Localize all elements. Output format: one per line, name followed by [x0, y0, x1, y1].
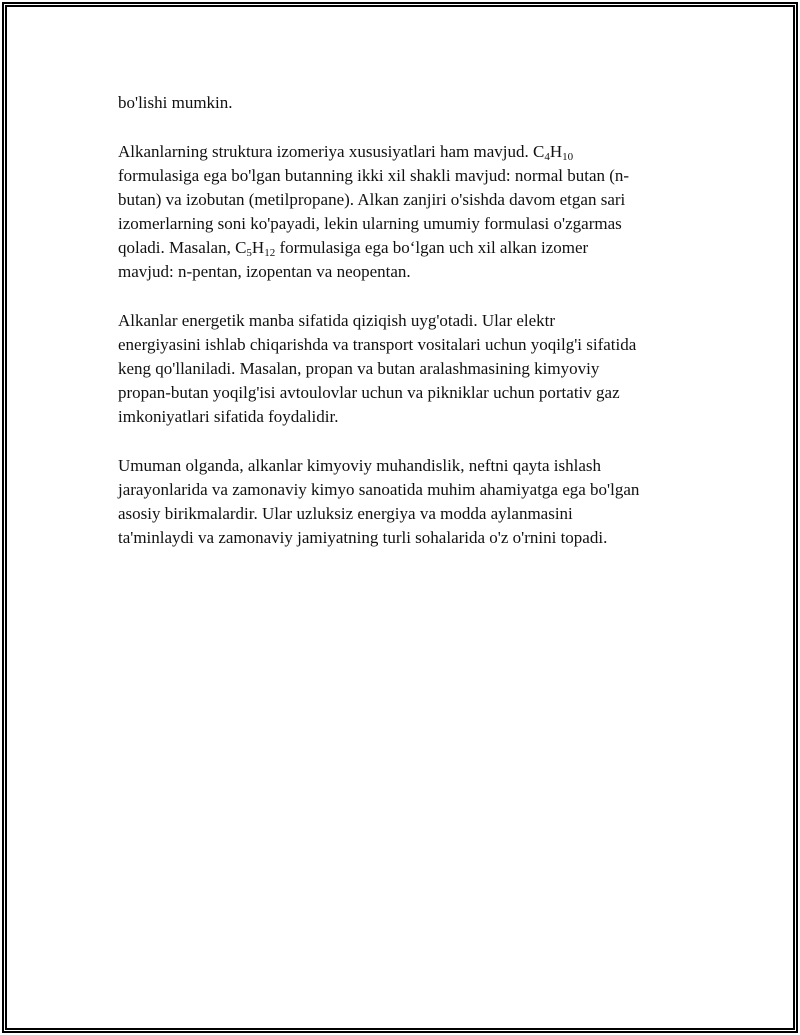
text-line [118, 260, 718, 284]
text-segment: mavjud: n-pentan, izopentan va neopentan. [118, 262, 411, 281]
subscript: 10 [562, 151, 574, 163]
text-segment: H [549, 142, 563, 161]
text-segment: formulasiga ega bo‘lgan uch xil alkan izomer [275, 238, 589, 257]
text-segment: bo'lishi mumkin. [118, 93, 233, 112]
text-segment: energiyasini ishlab chiqarishda va transport vositalari uchun yoqilg'i sifatida [118, 335, 637, 354]
text-line [118, 236, 718, 260]
text-segment: H [251, 238, 265, 257]
text-line [118, 502, 718, 526]
text-segment: Alkanlarning struktura izomeriya xususiyatlari ham mavjud. C [118, 142, 545, 161]
text-segment: asosiy birikmalardir. Ular uzluksiz energiya va modda aylanmasini [118, 504, 573, 523]
text-line [118, 454, 718, 478]
text-segment: formulasiga ega bo'lgan butanning ikki xil shakli mavjud: normal butan (n- [118, 166, 630, 185]
subscript: 12 [264, 247, 276, 259]
text-segment: qoladi. Masalan, C [118, 238, 247, 257]
paragraph-1 [118, 91, 718, 115]
text-segment: izomerlarning soni ko'payadi, lekin ularning umumiy formulasi o'zgarmas [118, 214, 622, 233]
text-line [118, 357, 718, 381]
text-line [118, 405, 718, 429]
text-segment: Alkanlar energetik manba sifatida qiziqish uyg'otadi. Ular elektr [118, 311, 556, 330]
text-segment: imkoniyatlari sifatida foydalidir. [118, 407, 339, 426]
text-segment: keng qo'llaniladi. Masalan, propan va butan aralashmasining kimyoviy [118, 359, 600, 378]
text-line [118, 212, 718, 236]
paragraph-2 [118, 140, 718, 284]
text-segment: ta'minlaydi va zamonaviy jamiyatning turli sohalarida o'z o'rnini topadi. [118, 528, 608, 547]
text-line [118, 381, 718, 405]
text-line [118, 140, 718, 164]
text-line [118, 164, 718, 188]
text-segment: Umuman olganda, alkanlar kimyoviy muhandislik, neftni qayta ishlash [118, 456, 601, 475]
subscript: 4 [544, 151, 550, 163]
text-line [118, 309, 718, 333]
text-line [118, 526, 718, 550]
text-segment: butan) va izobutan (metilpropane). Alkan zanjiri o'sishda davom etgan sari [118, 190, 626, 209]
paragraph-3 [118, 309, 718, 429]
text-line [118, 91, 718, 115]
text-segment: jarayonlarida va zamonaviy kimyo sanoatida muhim ahamiyatga ega bo'lgan [118, 480, 640, 499]
text-segment: propan-butan yoqilg'isi avtoulovlar uchun va pikniklar uchun portativ gaz [118, 383, 620, 402]
paragraph-4 [118, 454, 718, 550]
subscript: 5 [246, 247, 252, 259]
text-line [118, 333, 718, 357]
document-body [118, 91, 718, 575]
text-line [118, 188, 718, 212]
text-line [118, 478, 718, 502]
